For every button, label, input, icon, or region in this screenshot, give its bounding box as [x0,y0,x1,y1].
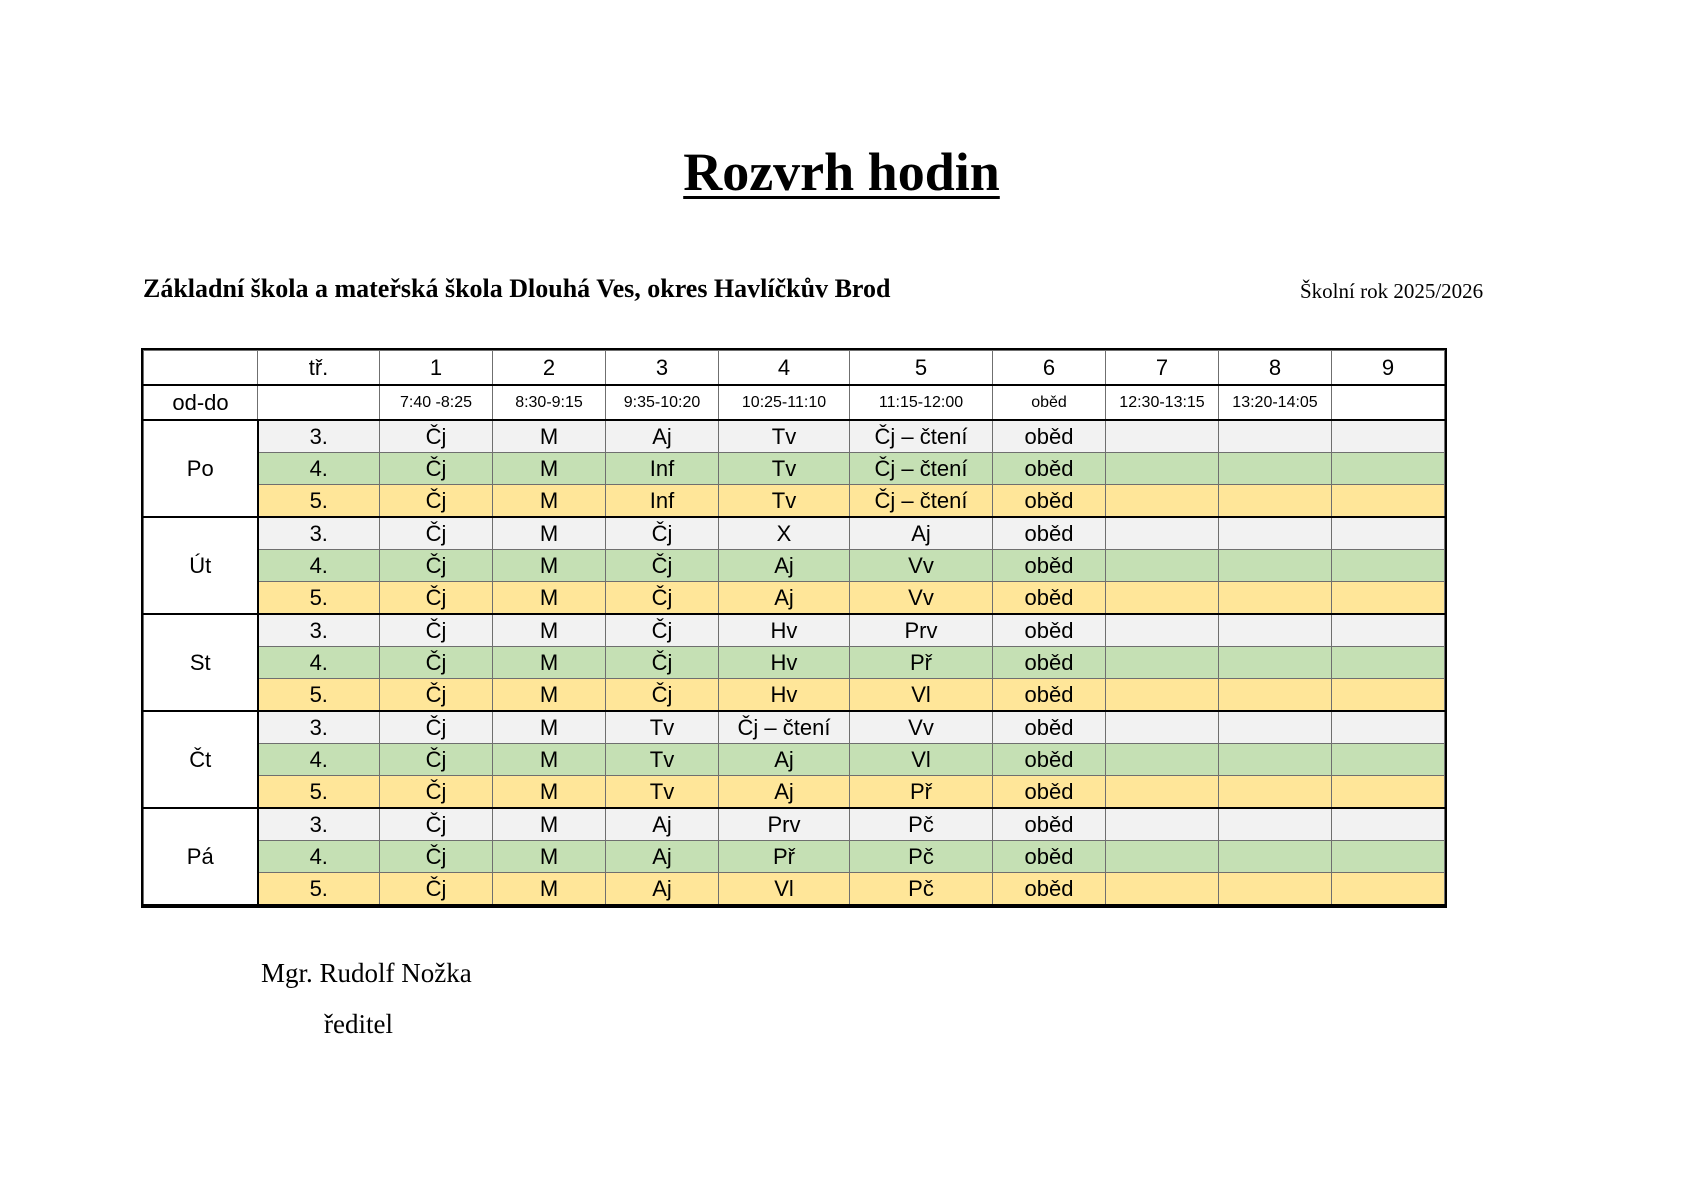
lesson-cell: Aj [606,808,719,841]
time-row [144,385,1445,420]
lesson-cell [1332,744,1445,776]
corner-cell [144,351,258,386]
lesson-cell [1219,679,1332,712]
lesson-cell [1332,485,1445,518]
lesson-cell: oběd [993,841,1106,873]
period-time: 13:20-14:05 [1219,385,1332,420]
lesson-cell: Aj [719,550,850,582]
lesson-cell: Čj – čtení [850,453,993,485]
lesson-cell [1106,550,1219,582]
lesson-row [144,841,1445,873]
lesson-cell: Vv [850,711,993,744]
lesson-cell: Inf [606,485,719,518]
class-cell: 5. [258,485,380,518]
lesson-cell: Čj [380,711,493,744]
lesson-cell: Čj – čtení [850,485,993,518]
lesson-cell [1219,485,1332,518]
school-name: Základní škola a mateřská škola Dlouhá Ves, okres Havlíčkův Brod [143,274,891,303]
lesson-cell: Hv [719,647,850,679]
lesson-cell: Čj [380,582,493,615]
lesson-cell [1219,711,1332,744]
lesson-cell: Aj [606,873,719,906]
lesson-cell: Čj [380,453,493,485]
period-time: 11:15-12:00 [850,385,993,420]
lesson-row [144,453,1445,485]
lesson-cell: Čj [380,679,493,712]
lesson-cell: oběd [993,808,1106,841]
lesson-cell: M [493,744,606,776]
period-time: 7:40 -8:25 [380,385,493,420]
lesson-cell: Aj [719,776,850,809]
lesson-cell: Tv [719,453,850,485]
lesson-cell [1106,873,1219,906]
lesson-cell: Čj [606,517,719,550]
period-number: 6 [993,351,1106,386]
lesson-row [144,550,1445,582]
period-time: 12:30-13:15 [1106,385,1219,420]
lesson-cell: Čj [380,873,493,906]
lesson-cell: Tv [606,744,719,776]
lesson-row [144,873,1445,906]
lesson-cell: Př [719,841,850,873]
class-header: tř. [258,351,380,386]
lesson-cell: Aj [719,744,850,776]
period-number: 9 [1332,351,1445,386]
lesson-cell [1106,679,1219,712]
lesson-cell [1332,582,1445,615]
lesson-cell: Čj [380,517,493,550]
lesson-cell: Tv [606,776,719,809]
lesson-cell [1332,873,1445,906]
lesson-row [144,679,1445,712]
lesson-cell [1332,679,1445,712]
lesson-cell: oběd [993,744,1106,776]
page-title [0,140,1683,204]
lesson-cell: Aj [850,517,993,550]
lesson-cell: Hv [719,614,850,647]
lesson-cell: Čj [380,420,493,453]
lesson-cell: Př [850,647,993,679]
lesson-cell: Čj [380,485,493,518]
day-cell: Čt [144,711,258,808]
lesson-cell: M [493,808,606,841]
lesson-cell [1332,614,1445,647]
lesson-cell: oběd [993,614,1106,647]
lesson-cell: oběd [993,647,1106,679]
period-number: 2 [493,351,606,386]
lesson-cell: X [719,517,850,550]
signature-role: ředitel [324,1009,393,1039]
lesson-cell [1106,647,1219,679]
lesson-cell [1106,744,1219,776]
lesson-row [144,744,1445,776]
lesson-cell: oběd [993,420,1106,453]
lesson-cell [1332,776,1445,809]
period-number: 8 [1219,351,1332,386]
class-cell: 4. [258,744,380,776]
lesson-cell [1106,808,1219,841]
lesson-cell: Pč [850,808,993,841]
lesson-cell [1106,776,1219,809]
lesson-cell: Čj [380,841,493,873]
lesson-cell [1106,582,1219,615]
class-cell: 3. [258,614,380,647]
lesson-cell: Vv [850,550,993,582]
lesson-row [144,485,1445,518]
lesson-cell: M [493,453,606,485]
lesson-cell [1106,453,1219,485]
lesson-cell [1219,808,1332,841]
lesson-cell [1332,841,1445,873]
lesson-row [144,808,1445,841]
lesson-cell: Př [850,776,993,809]
lesson-cell: Čj [606,647,719,679]
lesson-cell: Vl [719,873,850,906]
lesson-cell: M [493,873,606,906]
lesson-cell: oběd [993,582,1106,615]
period-number: 4 [719,351,850,386]
class-cell: 4. [258,550,380,582]
lesson-cell: Čj [380,776,493,809]
lesson-cell [1332,517,1445,550]
lesson-cell: Čj [380,647,493,679]
period-number: 5 [850,351,993,386]
lesson-cell: Čj – čtení [719,711,850,744]
lesson-cell: Vl [850,679,993,712]
lesson-cell: M [493,550,606,582]
lesson-cell: Tv [719,485,850,518]
lesson-cell [1219,744,1332,776]
lesson-cell [1106,485,1219,518]
lesson-cell: Pč [850,841,993,873]
lesson-cell: M [493,647,606,679]
lesson-cell [1332,711,1445,744]
lesson-cell: M [493,711,606,744]
day-cell: St [144,614,258,711]
lesson-cell: Čj [606,550,719,582]
class-cell: 5. [258,679,380,712]
lesson-cell: M [493,420,606,453]
lesson-cell [1106,711,1219,744]
lesson-cell: oběd [993,873,1106,906]
class-cell: 5. [258,873,380,906]
lesson-cell: Aj [719,582,850,615]
lesson-row [144,647,1445,679]
timetable [143,350,1445,906]
lesson-cell [1219,776,1332,809]
lesson-cell: Čj [380,808,493,841]
day-cell: Pá [144,808,258,905]
lesson-cell: Vl [850,744,993,776]
lesson-row [144,420,1445,453]
lesson-cell [1219,550,1332,582]
lesson-cell [1332,550,1445,582]
lesson-cell [1219,582,1332,615]
lesson-row [144,582,1445,615]
lesson-cell: Čj [606,679,719,712]
time-label: od-do [144,385,258,420]
day-cell: Út [144,517,258,614]
lesson-cell [1219,841,1332,873]
period-time: 9:35-10:20 [606,385,719,420]
school-year: Školní rok 2025/2026 [1300,279,1484,303]
time-class-blank [258,385,380,420]
lesson-row [144,614,1445,647]
period-number-row [144,351,1445,386]
period-number: 3 [606,351,719,386]
lesson-cell: oběd [993,776,1106,809]
lesson-cell: oběd [993,453,1106,485]
lesson-cell [1106,517,1219,550]
lesson-cell [1106,420,1219,453]
lesson-cell [1219,647,1332,679]
class-cell: 4. [258,647,380,679]
class-cell: 3. [258,517,380,550]
lesson-cell [1332,453,1445,485]
lesson-cell: Prv [719,808,850,841]
lesson-cell [1219,517,1332,550]
page-title-text: Rozvrh hodin [683,142,1000,202]
lesson-cell: Pč [850,873,993,906]
lesson-cell: Čj [380,614,493,647]
period-time: 10:25-11:10 [719,385,850,420]
lesson-row [144,776,1445,809]
lesson-cell: oběd [993,517,1106,550]
lesson-cell [1332,647,1445,679]
class-cell: 4. [258,841,380,873]
lesson-cell: Aj [606,420,719,453]
period-time: 8:30-9:15 [493,385,606,420]
lesson-cell: Tv [606,711,719,744]
lesson-row [144,711,1445,744]
lesson-cell: Čj [380,744,493,776]
period-number: 7 [1106,351,1219,386]
lesson-cell: Tv [719,420,850,453]
lesson-cell: M [493,614,606,647]
lesson-cell: Čj [606,582,719,615]
lesson-cell [1332,420,1445,453]
lesson-cell: M [493,582,606,615]
lesson-cell [1106,614,1219,647]
lesson-cell: M [493,517,606,550]
period-number: 1 [380,351,493,386]
lesson-cell: M [493,776,606,809]
class-cell: 5. [258,776,380,809]
lesson-cell: oběd [993,711,1106,744]
class-cell: 3. [258,420,380,453]
signature-name: Mgr. Rudolf Nožka [261,958,472,988]
period-time: oběd [993,385,1106,420]
lesson-cell: oběd [993,550,1106,582]
lesson-cell [1332,808,1445,841]
class-cell: 5. [258,582,380,615]
lesson-cell: Čj – čtení [850,420,993,453]
lesson-cell: Vv [850,582,993,615]
lesson-cell: Aj [606,841,719,873]
lesson-cell [1219,614,1332,647]
day-cell: Po [144,420,258,517]
class-cell: 4. [258,453,380,485]
class-cell: 3. [258,711,380,744]
lesson-cell: Čj [380,550,493,582]
lesson-cell: M [493,679,606,712]
lesson-cell: M [493,485,606,518]
lesson-cell: Hv [719,679,850,712]
lesson-cell [1106,841,1219,873]
lesson-cell [1219,420,1332,453]
lesson-row [144,517,1445,550]
lesson-cell: Prv [850,614,993,647]
lesson-cell [1219,873,1332,906]
lesson-cell: Čj [606,614,719,647]
lesson-cell: M [493,841,606,873]
lesson-cell: Inf [606,453,719,485]
lesson-cell [1219,453,1332,485]
lesson-cell: oběd [993,485,1106,518]
class-cell: 3. [258,808,380,841]
period-time [1332,385,1445,420]
lesson-cell: oběd [993,679,1106,712]
